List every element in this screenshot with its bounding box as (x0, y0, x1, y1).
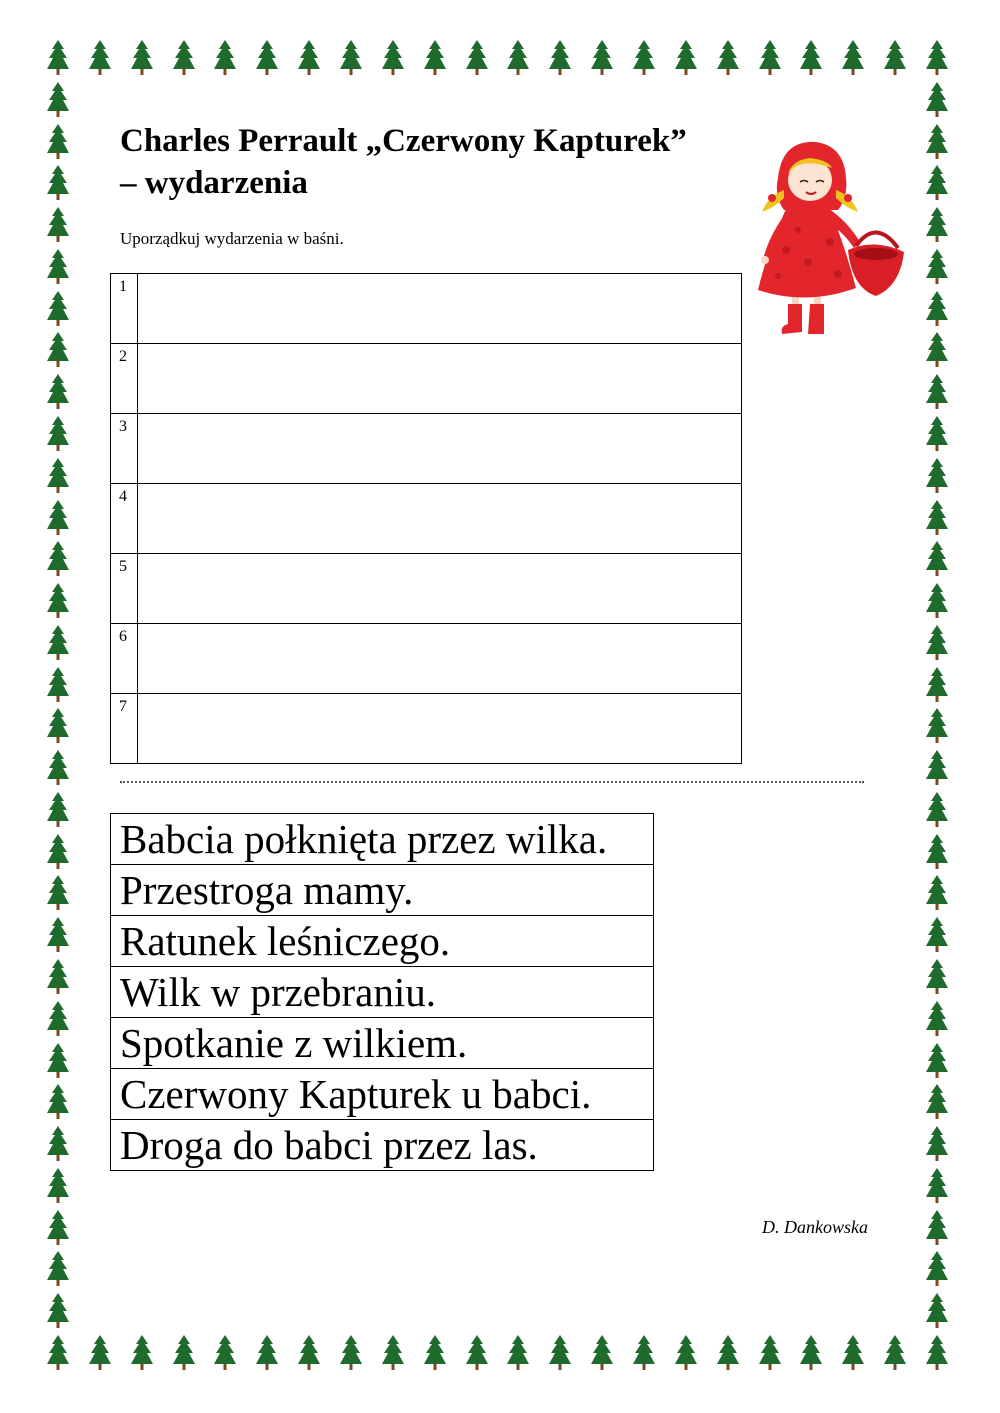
pine-tree-icon (46, 792, 70, 828)
pine-tree-icon (213, 1335, 237, 1371)
pine-tree-icon (841, 40, 865, 76)
pine-tree-icon (46, 207, 70, 243)
pine-tree-icon (46, 541, 70, 577)
answer-cell[interactable] (138, 694, 742, 764)
pine-tree-icon (841, 1335, 865, 1371)
pine-tree-icon (925, 416, 949, 452)
pine-tree-icon (925, 1001, 949, 1037)
pine-tree-icon (925, 1251, 949, 1287)
pine-tree-icon (46, 82, 70, 118)
pine-tree-icon (925, 750, 949, 786)
pine-tree-icon (925, 374, 949, 410)
pine-tree-icon (548, 1335, 572, 1371)
event-item[interactable]: Babcia połknięta przez wilka. (111, 814, 654, 865)
pine-tree-icon (46, 1251, 70, 1287)
order-row (111, 554, 742, 624)
pine-tree-icon (255, 40, 279, 76)
pine-tree-icon (46, 1084, 70, 1120)
pine-tree-icon (465, 40, 489, 76)
instruction-text: Uporządkuj wydarzenia w baśni. (120, 229, 344, 248)
pine-tree-icon (925, 625, 949, 661)
pine-tree-icon (925, 917, 949, 953)
pine-tree-icon (46, 1293, 70, 1329)
pine-tree-icon (925, 1335, 949, 1371)
event-item[interactable]: Droga do babci przez las. (111, 1120, 654, 1171)
event-item[interactable]: Czerwony Kapturek u babci. (111, 1069, 654, 1120)
order-number: 1 (111, 274, 138, 344)
pine-tree-icon (925, 40, 949, 76)
pine-tree-icon (46, 667, 70, 703)
pine-tree-icon (172, 40, 196, 76)
pine-tree-icon (925, 667, 949, 703)
pine-tree-icon (297, 40, 321, 76)
order-row (111, 694, 742, 764)
order-row (111, 344, 742, 414)
pine-tree-icon (883, 40, 907, 76)
pine-tree-icon (46, 1001, 70, 1037)
order-number: 4 (111, 484, 138, 554)
pine-tree-icon (46, 750, 70, 786)
pine-tree-icon (632, 1335, 656, 1371)
pine-tree-icon (758, 40, 782, 76)
pine-tree-icon (46, 332, 70, 368)
pine-tree-icon (339, 40, 363, 76)
pine-tree-icon (925, 792, 949, 828)
pine-tree-icon (46, 917, 70, 953)
pine-tree-icon (506, 40, 530, 76)
pine-tree-icon (46, 875, 70, 911)
pine-tree-icon (883, 1335, 907, 1371)
pine-tree-icon (506, 1335, 530, 1371)
pine-tree-icon (925, 1043, 949, 1079)
pine-tree-icon (46, 40, 70, 76)
answer-cell[interactable] (138, 344, 742, 414)
pine-tree-icon (88, 40, 112, 76)
pine-tree-icon (925, 959, 949, 995)
event-item[interactable]: Ratunek leśniczego. (111, 916, 654, 967)
pine-tree-icon (46, 291, 70, 327)
pine-tree-icon (381, 1335, 405, 1371)
pine-tree-icon (590, 1335, 614, 1371)
author-signature: D. Dankowska (762, 1217, 868, 1237)
pine-tree-icon (548, 40, 572, 76)
pine-tree-icon (46, 708, 70, 744)
pine-tree-icon (423, 1335, 447, 1371)
pine-tree-icon (46, 1210, 70, 1246)
pine-tree-icon (925, 875, 949, 911)
pine-tree-icon (255, 1335, 279, 1371)
pine-tree-icon (46, 124, 70, 160)
order-row (111, 484, 742, 554)
pine-tree-icon (799, 40, 823, 76)
pine-tree-icon (799, 1335, 823, 1371)
pine-tree-icon (46, 165, 70, 201)
pine-tree-icon (925, 583, 949, 619)
pine-tree-icon (381, 40, 405, 76)
pine-tree-icon (46, 625, 70, 661)
pine-tree-icon (46, 1043, 70, 1079)
order-number: 3 (111, 414, 138, 484)
cut-line (120, 781, 864, 783)
pine-tree-icon (925, 207, 949, 243)
order-row (111, 624, 742, 694)
pine-tree-icon (925, 458, 949, 494)
pine-tree-icon (213, 40, 237, 76)
pine-tree-icon (46, 834, 70, 870)
order-number: 5 (111, 554, 138, 624)
pine-tree-icon (46, 1168, 70, 1204)
order-number: 7 (111, 694, 138, 764)
pine-tree-icon (716, 1335, 740, 1371)
answer-cell[interactable] (138, 624, 742, 694)
pine-tree-icon (339, 1335, 363, 1371)
pine-tree-icon (758, 1335, 782, 1371)
pine-tree-icon (925, 291, 949, 327)
order-number: 2 (111, 344, 138, 414)
event-item[interactable]: Spotkanie z wilkiem. (111, 1018, 654, 1069)
pine-tree-icon (590, 40, 614, 76)
pine-tree-icon (925, 82, 949, 118)
event-item[interactable]: Przestroga mamy. (111, 865, 654, 916)
pine-tree-icon (925, 1293, 949, 1329)
pine-tree-icon (46, 1335, 70, 1371)
pine-tree-icon (716, 40, 740, 76)
order-row (111, 414, 742, 484)
pine-tree-icon (674, 1335, 698, 1371)
pine-tree-icon (925, 834, 949, 870)
pine-tree-icon (925, 1126, 949, 1162)
pine-tree-icon (925, 165, 949, 201)
pine-tree-icon (925, 541, 949, 577)
answer-cell[interactable] (138, 484, 742, 554)
pine-tree-icon (46, 458, 70, 494)
pine-tree-icon (46, 500, 70, 536)
event-order-table (110, 273, 742, 764)
pine-tree-icon (46, 416, 70, 452)
pine-tree-icon (46, 374, 70, 410)
answer-cell[interactable] (138, 554, 742, 624)
pine-tree-icon (925, 500, 949, 536)
pine-tree-icon (130, 40, 154, 76)
order-row (111, 274, 742, 344)
title-line-2: – wydarzenia (120, 165, 308, 201)
pine-tree-icon (46, 583, 70, 619)
pine-tree-icon (925, 1210, 949, 1246)
red-riding-hood-icon (748, 138, 908, 348)
pine-tree-icon (925, 332, 949, 368)
pine-tree-icon (423, 40, 447, 76)
answer-cell[interactable] (138, 274, 742, 344)
pine-tree-icon (46, 249, 70, 285)
pine-tree-icon (925, 249, 949, 285)
answer-cell[interactable] (138, 414, 742, 484)
pine-tree-icon (130, 1335, 154, 1371)
order-number: 6 (111, 624, 138, 694)
pine-tree-icon (674, 40, 698, 76)
worksheet-title (120, 120, 780, 204)
pine-tree-icon (172, 1335, 196, 1371)
pine-tree-icon (465, 1335, 489, 1371)
title-line-1: Charles Perrault „Czerwony Kapturek” (120, 123, 687, 159)
pine-tree-icon (88, 1335, 112, 1371)
event-list-table (110, 813, 654, 1171)
event-item[interactable]: Wilk w przebraniu. (111, 967, 654, 1018)
pine-tree-icon (632, 40, 656, 76)
pine-tree-icon (925, 1084, 949, 1120)
pine-tree-icon (925, 708, 949, 744)
pine-tree-icon (46, 959, 70, 995)
pine-tree-icon (925, 1168, 949, 1204)
pine-tree-icon (925, 124, 949, 160)
pine-tree-icon (297, 1335, 321, 1371)
pine-tree-icon (46, 1126, 70, 1162)
